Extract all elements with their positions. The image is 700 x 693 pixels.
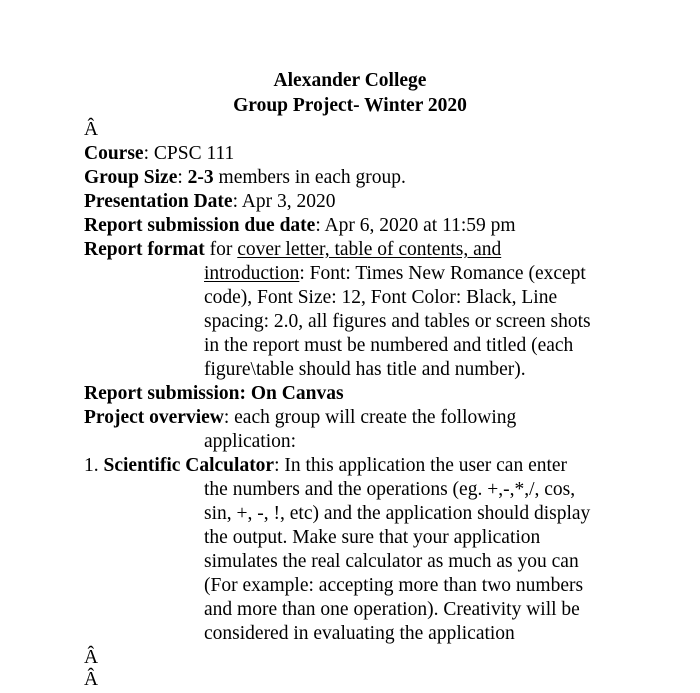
report-submission-sep: : [239,383,251,404]
item-1-text: In this application the user can enter [284,455,568,476]
item-1-cont-3: the output. Make sure that your application [204,527,541,548]
report-submission-value: On Canvas [250,383,344,404]
item-1-number: 1. [84,455,104,476]
item-1-cont-2: sin, +, -, !, etc) and the application should display [204,503,591,524]
group-size-value: 2-3 [187,167,214,188]
item-1-cont-1: the numbers and the operations (eg. +,-,*,/, cos, [204,479,576,500]
presentation-date-label: Presentation Date [84,191,233,212]
report-format-underlined-1: cover letter, table of contents, and [237,239,502,260]
item-1-cont-7: considered in evaluating the application [204,623,515,644]
presentation-date-value: Apr 3, 2020 [241,191,336,212]
report-due-sep: : [315,215,325,236]
report-format-label: Report format [84,239,205,260]
item-1-cont-6: and more than one operation). Creativity will be [204,599,580,620]
report-submission-line [84,382,344,406]
presentation-date-sep: : [232,191,242,212]
course-value: CPSC 111 [153,143,235,164]
project-overview-sep: : [223,407,235,428]
project-overview-label: Project overview [84,407,224,428]
report-due-line [84,214,516,238]
report-format-line [84,238,501,262]
report-format-lead: for [204,239,238,260]
report-format-cont-5: figure\table should has title and number). [204,359,526,380]
report-format-cont-1 [204,262,586,286]
item-1-sep: : [274,455,285,476]
report-format-underlined-2: introduction [204,263,300,284]
presentation-date-line [84,190,336,214]
group-size-label: Group Size [84,167,178,188]
report-due-label: Report submission due date [84,215,316,236]
course-label: Course [84,143,144,164]
item-1-line [84,454,567,478]
stray-character-2: Â [84,647,99,668]
report-format-cont-4: in the report must be numbered and titled (each [204,335,574,356]
report-format-cont-3: spacing: 2.0, all figures and tables or screen shots [204,311,591,332]
group-size-rest: members in each group. [213,167,406,188]
project-overview-text: each group will create the following [234,407,517,428]
item-1-cont-5: (For example: accepting more than two numbers [204,575,584,596]
course-sep: : [143,143,154,164]
course-line [84,142,234,166]
stray-character-3: Â [84,669,99,690]
project-overview-line [84,406,516,430]
document-title: Alexander College [273,70,427,91]
item-1-label: Scientific Calculator [103,455,275,476]
item-1-cont-4: simulates the real calculator as much as you can [204,551,579,572]
stray-character: Â [84,119,99,140]
project-overview-cont: application: [204,431,297,452]
report-format-cont-2: code), Font Size: 12, Font Color: Black, Line [204,287,558,308]
report-submission-label: Report submission [84,383,240,404]
report-due-value: Apr 6, 2020 at 11:59 pm [324,215,516,236]
group-size-sep: : [177,167,188,188]
report-format-text-1: : Font: Times New Romance (except [299,263,586,284]
group-size-line [84,166,406,190]
document-subtitle: Group Project- Winter 2020 [233,95,467,116]
